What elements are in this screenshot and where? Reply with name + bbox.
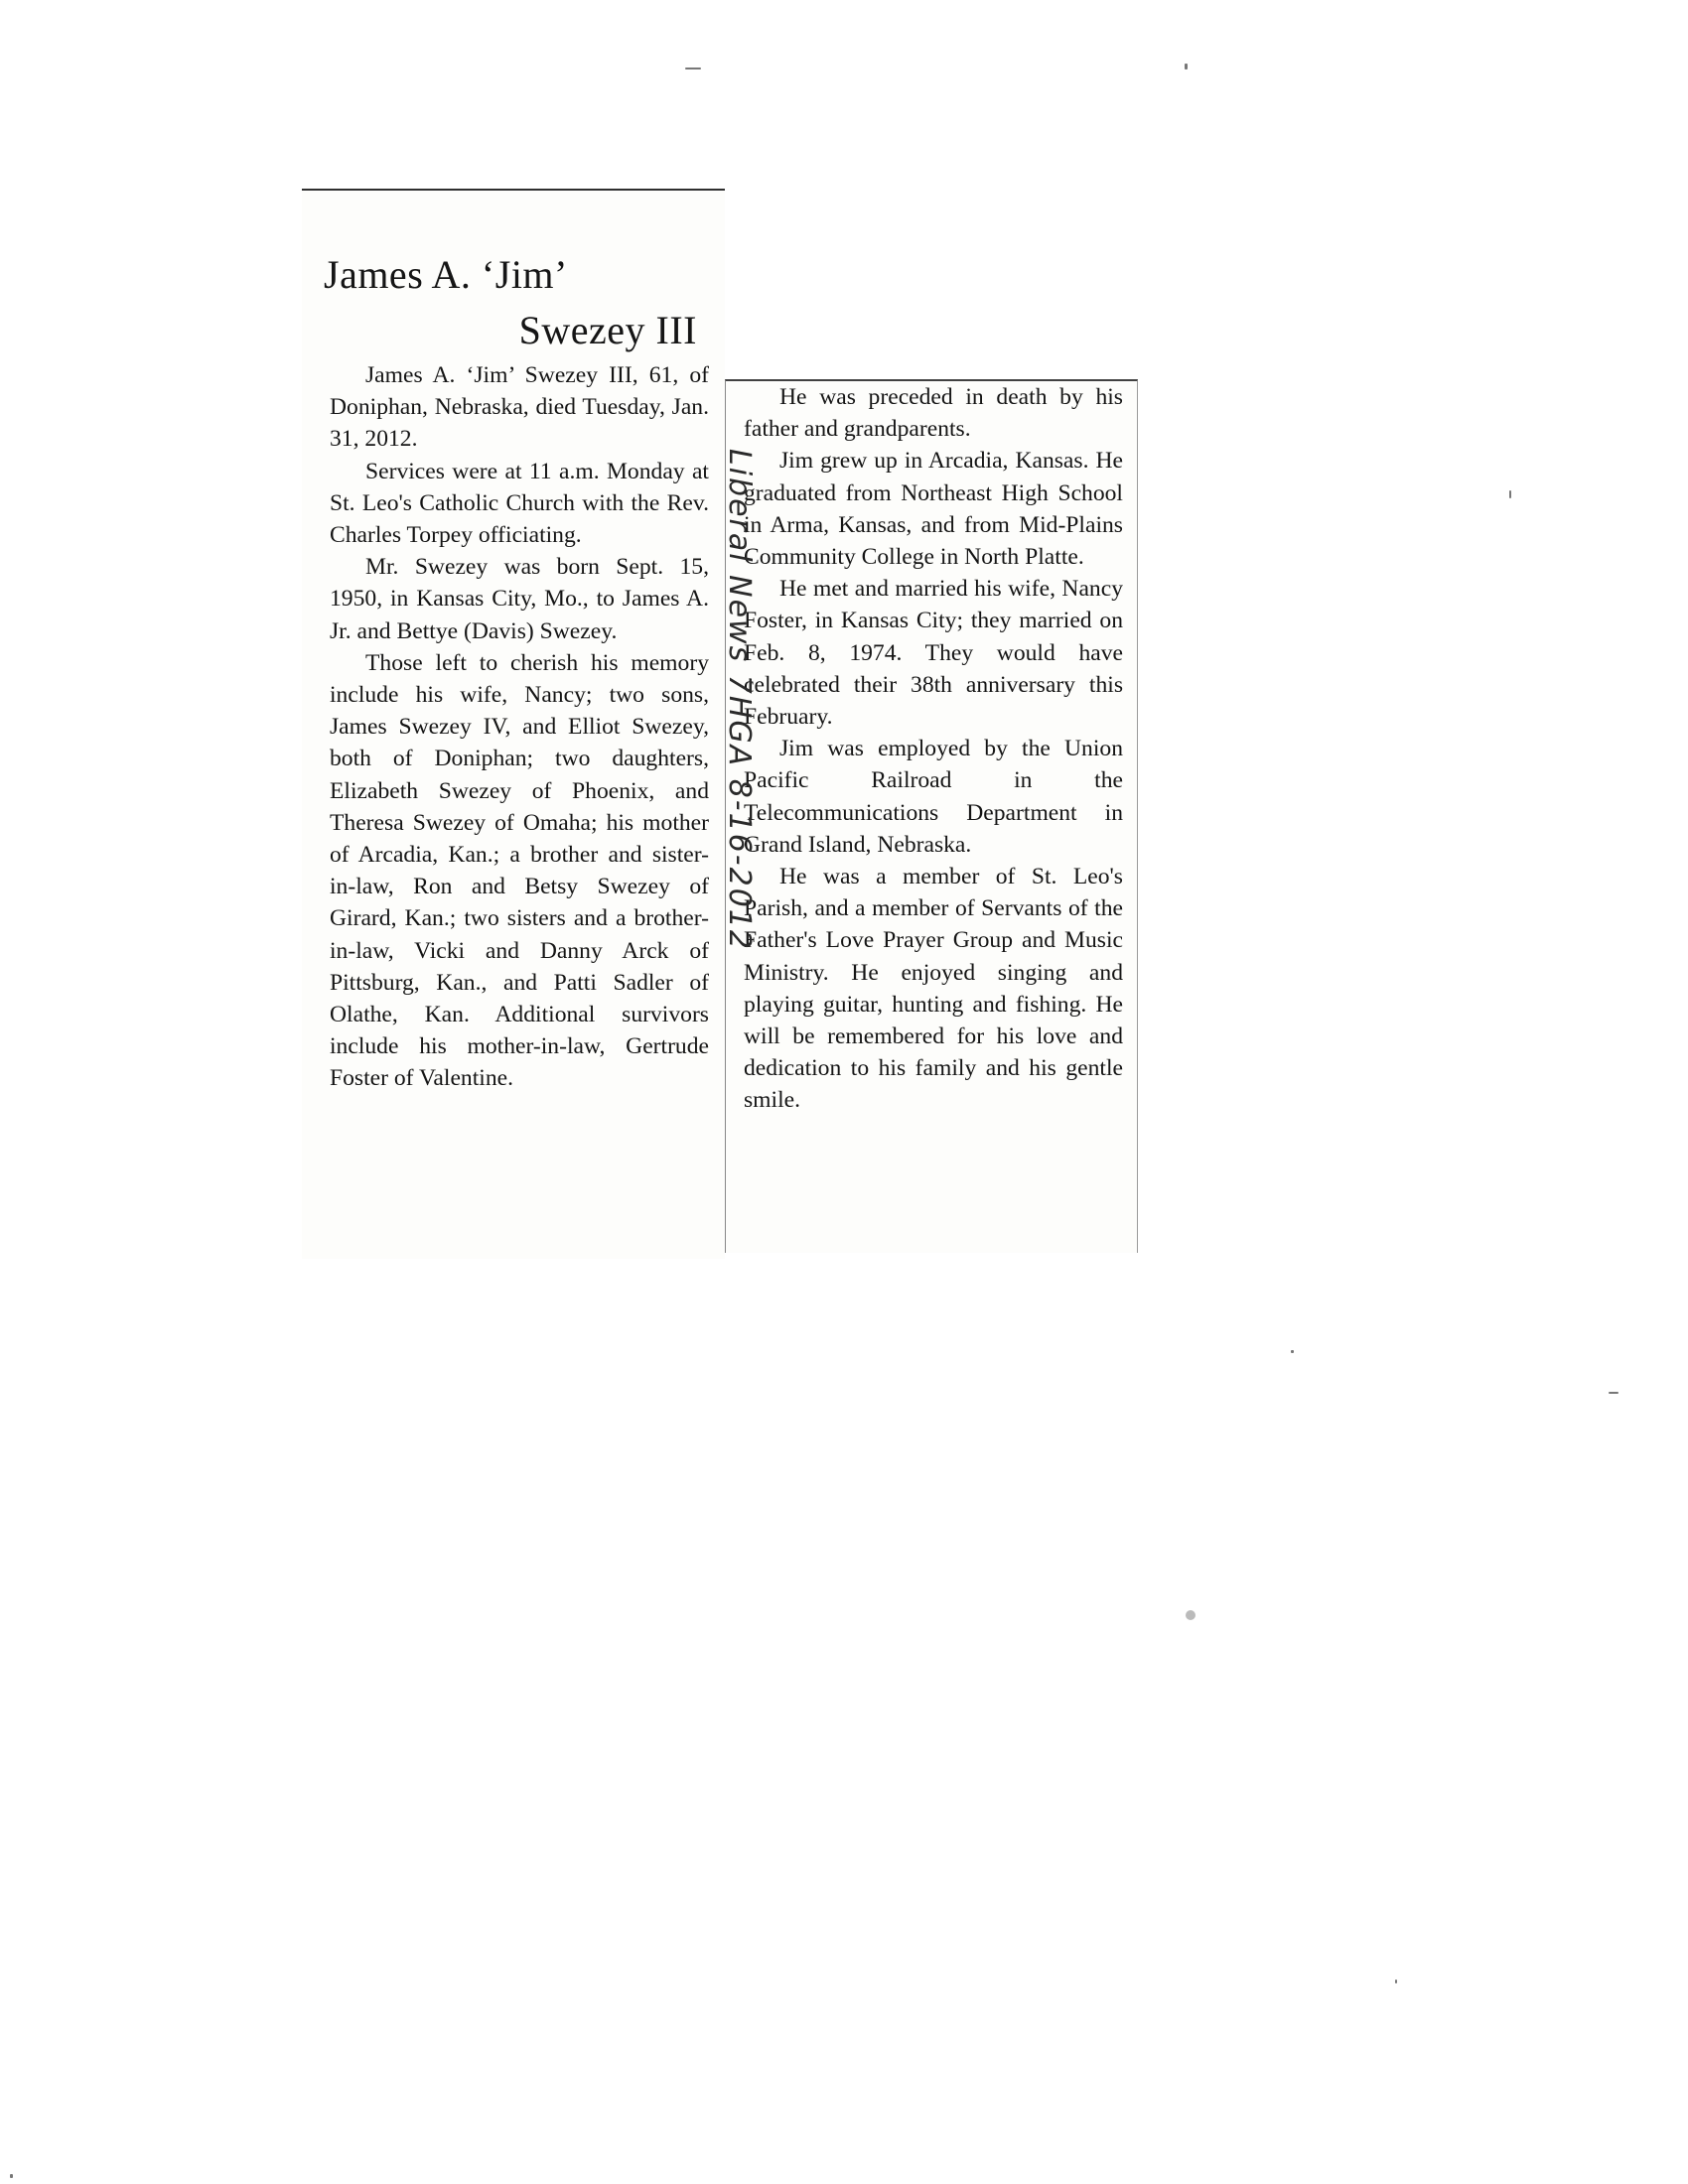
scan-speck bbox=[1186, 1610, 1196, 1620]
handwritten-source-note: Liberal News 7HGA 8-16-2012 bbox=[722, 449, 757, 951]
scan-speck bbox=[10, 2174, 13, 2178]
paragraph: Jim was employed by the Union Pacific Railroad in the Telecommunications Department in Grand Island, Nebraska. bbox=[744, 736, 1123, 858]
obituary-headline bbox=[324, 247, 701, 358]
scan-speck bbox=[685, 68, 701, 69]
headline-line-1: James A. ‘Jim’ bbox=[324, 251, 568, 297]
scan-speck bbox=[1185, 64, 1188, 69]
scan-speck bbox=[1291, 1350, 1294, 1353]
paragraph: James A. ‘Jim’ Swezey III, 61, of Doniphan, Nebraska, died Tuesday, Jan. 31, 2012. bbox=[330, 362, 709, 453]
scan-speck bbox=[1609, 1392, 1618, 1394]
scan-speck bbox=[1395, 1979, 1397, 1983]
left-column-text bbox=[330, 359, 709, 1095]
obituary-clipping-right bbox=[725, 379, 1138, 1253]
paragraph: He met and married his wife, Nancy Foster, in Kansas City; they married on Feb. 8, 1974. They would have celebrated their 38th anniversary this February. bbox=[744, 576, 1123, 731]
paragraph: Those left to cherish his memory include his wife, Nancy; two sons, James Swezey IV, and Elliot Swezey, both of Doniphan; two daughters, Elizabeth Swezey of Phoenix, and Theresa Swezey of Omaha; his mother of Arcadia, Kan.; a brother and sister-in-law, Ron and Betsy Swezey of Girard, Kan.; two sisters and a brother-in-law, Vicki and Danny Arck of Pittsburg, Kan., and Patti Sadler of Olathe, Kan. Additional survivors include his mother-in-law, Gertrude Foster of Valentine. bbox=[330, 649, 709, 1092]
paragraph: Services were at 11 a.m. Monday at St. Leo's Catholic Church with the Rev. Charles Torpey officiating. bbox=[330, 458, 709, 549]
paragraph: He was preceded in death by his father and grandparents. bbox=[744, 384, 1123, 443]
paragraph: Jim grew up in Arcadia, Kansas. He graduated from Northeast High School in Arma, Kansas, and from Mid-Plains Community College in North Platte. bbox=[744, 448, 1123, 571]
paragraph: Mr. Swezey was born Sept. 15, 1950, in Kansas City, Mo., to James A. Jr. and Bettye (Davis) Swezey. bbox=[330, 554, 709, 644]
scan-speck bbox=[1509, 490, 1511, 498]
headline-line-2: Swezey III bbox=[518, 307, 697, 352]
right-column-text bbox=[744, 381, 1123, 1117]
paragraph: He was a member of St. Leo's Parish, and a member of Servants of the Father's Love Prayer Group and Music Ministry. He enjoyed singing and playing guitar, hunting and fishing. He will be remembered for his love and dedication to his family and his gentle smile. bbox=[744, 864, 1123, 1114]
obituary-clipping-left bbox=[302, 189, 725, 1259]
